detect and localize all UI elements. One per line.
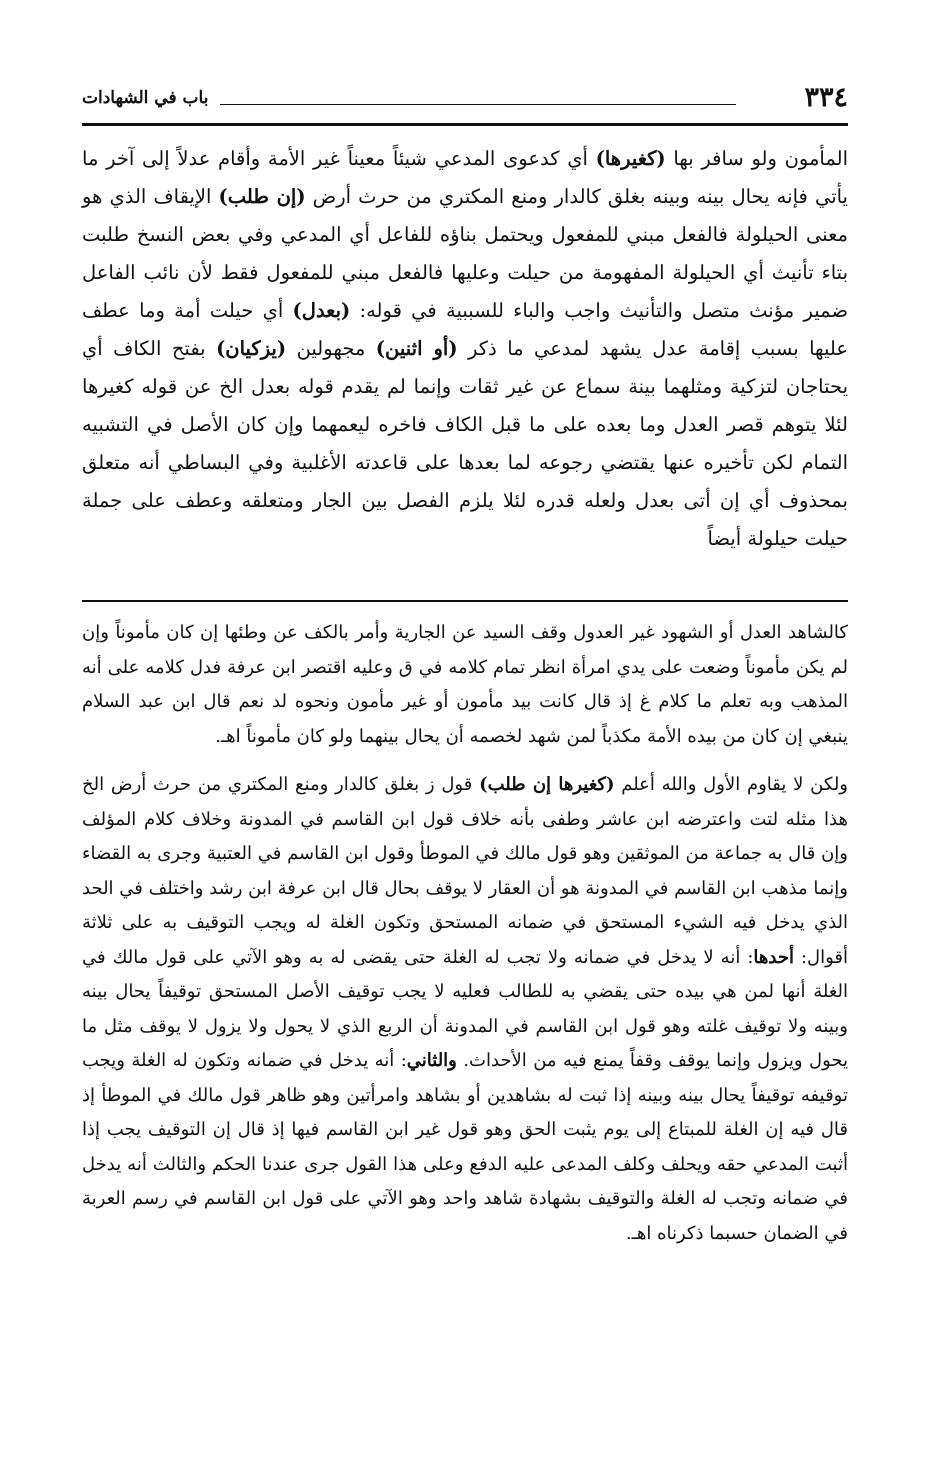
page-number: ٣٣٤ [804, 82, 848, 113]
bold-term: والثاني [406, 1050, 457, 1071]
text-run: مجهولين [286, 337, 376, 360]
footnote-paragraph-1: كالشاهد العدل أو الشهود غير العدول وقف السيد عن الجارية وأمر بالكف عن وطئها إن كان مأموناً وإن لم يكن مأموناً وضعت على يدي امرأة انظر تمام كلامه في ق وعليه اقتصر ابن عرفة فدل كلامه على أنه المذهب وبه تعلم ما كلام غ إذ قال كانت بيد مأمون أو غير مأمون ونحوه لد نعم قال ابن عبد السلام ينبغي إن كان من بيده الأمة مكذباً لمن شهد لخصمه أن يحال بينهما ولو كان مأموناً اهـ. [82, 622, 848, 747]
bold-term: (إن طلب) [218, 185, 306, 208]
bold-term: (كغيرها إن طلب) [479, 774, 615, 795]
bold-term: (كغيرها) [595, 147, 666, 170]
bold-term: (يزكيان) [216, 337, 287, 360]
bold-term: (بعدل) [292, 299, 351, 322]
text-run: : أنه يدخل في ضمانه وتكون له الغلة ويجب توقيفه توقيفاً يحال بينه وبينه إذا ثبت له بشاهدين أو بشاهد وامرأتين وهو ظاهر قول مالك في الموطأ إذ قال فيه إن الغلة للمبتاع إلى يوم يثبت الحق وهو قول غير ابن القاسم فيها إذ قال إن التوقيف يجب إذا أثبت المدعي حقه ويحلف وكلف المدعى عليه الدفع وعلى هذا القول جرى عندنا الحكم والثالث أنه يدخل في ضمانه وتجب له الغلة والتوقيف بشهادة شاهد واحد وهو الآتي على قول ابن القاسم في رسم العربة في الضمان حسبما ذكرناه اهـ. [82, 1050, 848, 1244]
bold-term: (أو اثنين) [375, 337, 458, 360]
header-dash-line [220, 104, 736, 105]
running-title: باب في الشهادات [82, 88, 209, 108]
text-run: : أنه لا يدخل في ضمانه ولا تجب له الغلة حتى يقضى له به وهو الآتي على قول مالك في الغلة أنها لمن هي بيده حتى يقضي به للطالب فعليه لا يجب توقيف الأصل المستحق توقيفاً يحال بينه وبينه ولا توقيف غلته وهو قول ابن القاسم في المدونة أن الربع الذي لا يحول ولا يزول لا يوقف مثل ما يحول ويزول وإنما يوقف وقفاً يمنع فيه من الأحداث. [82, 946, 848, 1071]
footnotes [82, 616, 848, 1251]
header-rule [82, 123, 848, 126]
text-run: قول ز بغلق كالدار ومنع المكتري من حرث أرض الخ هذا مثله لتت واعترضه ابن عاشر وطفى بأنه خلاف قول ابن القاسم في المدونة وخلاف كلام المؤلف وإن قال به جماعة من الموثقين وهو قول مالك في الموطأ وقول ابن القاسم في العتبية وجرى به القضاء وإنما مذهب ابن القاسم في المدونة هو أن العقار لا يوقف بحال قال ابن عرفة ابن رشد واختلف في الحد الذي يدخل فيه الشيء المستحق في ضمانه المستحق وتكون الغلة له ويجب التوقيف به على ثلاثة أقوال: [82, 774, 848, 968]
text-run: أي كدعوى المدعي شيئاً معيناً غير الأمة وأقام عدلاً إلى آخر ما يأتي فإنه يحال بينه وبينه بغلق كالدار ومنع المكتري من حرث أرض [82, 147, 848, 208]
main-paragraph [82, 140, 848, 558]
text-run: بفتح الكاف أي يحتاجان لتزكية ومثلهما بينة سماع عن غير ثقات وإنما لم يقدم قوله بعدل الخ عن قوله كغيرها لئلا يتوهم قصر العدل وما بعده على ما قبل الكاف فاخره ليعمهما وإن كان الأصل في التشبيه التمام لكن تأخيره عنها يقتضي رجوعه لما بعدها على قاعدته الأغلبية وفي البساطي أنه متعلق بمحذوف أي إن أتى بعدل ولعله قدره لئلا يلزم الفصل بين الجار ومتعلقه وعطف على جملة حيلت حيلولة أيضاً [82, 337, 848, 550]
bold-term: أحدها [753, 946, 794, 968]
footnote-rule [82, 600, 848, 602]
text-run: أي حيلت أمة وما عطف عليها بسبب إقامة عدل يشهد لمدعي ما ذكر [82, 299, 848, 360]
text-run: الإيقاف الذي هو معنى الحيلولة فالفعل مبني للمفعول ويحتمل بناؤه للفاعل أي المدعي وفي بعض النسخ طلبت بتاء تأنيث أي الحيلولة المفهومة من حيلت وعليها فالفعل مبني للمفعول فقط لأن نائب الفاعل ضمير مؤنث متصل والتأنيث واجب والباء للسببية في قوله: [82, 185, 848, 322]
text-run: ولكن لا يقاوم الأول والله أعلم [614, 774, 848, 795]
text-run: المأمون ولو سافر بها [665, 147, 849, 170]
page-header [82, 78, 848, 122]
main-text [82, 140, 848, 558]
footnote-paragraph-2 [82, 768, 848, 1251]
